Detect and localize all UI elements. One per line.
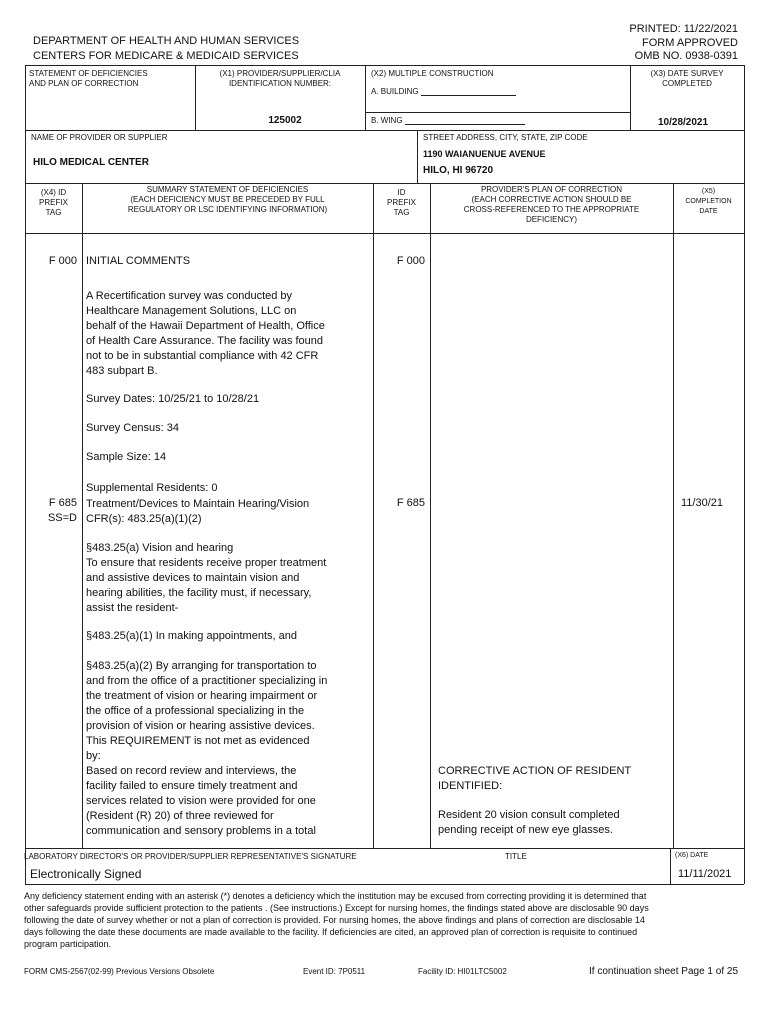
x3-value: 10/28/2021 (658, 117, 709, 128)
body-line: INITIAL COMMENTS (86, 255, 191, 267)
department-line-1: DEPARTMENT OF HEALTH AND HUMAN SERVICES (33, 35, 300, 47)
id-header: ID PREFIX TAG (387, 188, 416, 217)
form-approved: FORM APPROVED (642, 37, 738, 49)
body-line: A Recertification survey was conducted by (86, 290, 293, 302)
body-line: Treatment/Devices to Maintain Hearing/Vision (86, 498, 310, 510)
address-line-2: HILO, HI 96720 (423, 165, 494, 176)
body-line: hearing abilities, the facility must, if necessary, (86, 587, 312, 599)
body-line: provision of vision or hearing assistive devices. (86, 720, 315, 732)
page-number: If continuation sheet Page 1 of 25 (589, 966, 738, 977)
provider-name: HILO MEDICAL CENTER (33, 157, 149, 168)
body-line: the treatment of vision or hearing impairment or (86, 690, 318, 702)
body-line: of Health Care Assurance. The facility was found (86, 335, 324, 347)
body-line: Healthcare Management Solutions, LLC on (86, 305, 297, 317)
tag-f000-left: F 000 (48, 255, 77, 267)
event-id: Event ID: 7P0511 (303, 967, 366, 976)
body-line: services related to vision were provided for one (86, 795, 316, 807)
tag-f000-right: F 000 (396, 255, 425, 267)
rule-wing-top (365, 112, 630, 113)
rule-provider-bottom (25, 183, 744, 184)
body-line: and assistive devices to maintain vision and (86, 572, 300, 584)
omb-number: OMB NO. 0938-0391 (634, 50, 738, 62)
scope-severity: SS=D (47, 512, 77, 524)
footnote: Any deficiency statement ending with an asterisk (*) denotes a deficiency which the institution may be excused from correcting providing it is determined that other safeguards provide sufficient protection to the patients . (See instructions.) Except for nursing homes, the findings stated above are disclosable 90 days following the date of survey whether or not a plan of correction is provided. For nursing homes, the above findings and plans of correction are disclosable 14 days following the date these documents are made available to the facility. If deficiencies are cited, an approved plan of correction is requisite to continued program participation. (24, 891, 649, 949)
body-line: 483 subpart B. (86, 365, 158, 377)
rule-col-plan-left (430, 183, 431, 848)
body-line: assist the resident- (86, 602, 179, 614)
address-label: STREET ADDRESS, CITY, STATE, ZIP CODE (423, 133, 588, 142)
rule-signature-bottom (25, 884, 744, 885)
x4-header: (X4) ID PREFIX TAG (39, 188, 68, 217)
body-line: the office of a professional specializing in the (86, 705, 305, 717)
body-line: Supplemental Residents: 0 (86, 482, 218, 494)
x3-label: (X3) DATE SURVEY COMPLETED (650, 69, 724, 88)
rule-address-left (417, 130, 418, 183)
rule-sig-date-left (670, 848, 671, 884)
x5-header: (X5) COMPLETION DATE (685, 188, 732, 215)
x2-label: (X2) MULTIPLE CONSTRUCTION (371, 69, 494, 78)
statement-label: STATEMENT OF DEFICIENCIES AND PLAN OF CORRECTION (29, 69, 148, 88)
date-label: (X6) DATE (675, 852, 709, 859)
body-line: To ensure that residents receive proper treatment (86, 557, 327, 569)
body-line: Sample Size: 14 (86, 451, 167, 463)
body-line: not to be in substantial compliance with 42 CFR (86, 350, 319, 362)
rule-top (25, 65, 744, 66)
wing-blank (405, 115, 525, 125)
body-line: facility failed to ensure timely treatment and (86, 780, 298, 792)
rule-col-x5-left (673, 183, 674, 848)
tag-f685-left: F 685 (48, 497, 77, 509)
title-label: TITLE (505, 852, 527, 861)
signature-label: LABORATORY DIRECTOR'S OR PROVIDER/SUPPLIER REPRESENTATIVE'S SIGNATURE (24, 852, 357, 861)
body-line: and from the office of a practitioner specializing in (86, 675, 328, 687)
rule-table-bottom (25, 848, 744, 849)
body-line: behalf of the Hawaii Department of Health, Office (86, 320, 325, 332)
x1-label: (X1) PROVIDER/SUPPLIER/CLIA IDENTIFICATION NUMBER: (219, 69, 341, 88)
rule-col-id-left (373, 183, 374, 848)
provider-name-label: NAME OF PROVIDER OR SUPPLIER (31, 133, 168, 142)
body-line: This REQUIREMENT is not met as evidenced (86, 735, 310, 747)
address-line-1: 1190 WAIANUENUE AVENUE (423, 149, 546, 159)
plan-line: pending receipt of new eye glasses. (438, 824, 613, 836)
body-line: Survey Dates: 10/25/21 to 10/28/21 (86, 393, 260, 405)
body-line: §483.25(a)(1) In making appointments, and (86, 630, 297, 642)
rule-columns-bottom (25, 233, 744, 234)
signature-date: 11/11/2021 (678, 868, 732, 880)
body-line: §483.25(a)(2) By arranging for transportation to (86, 660, 317, 672)
facility-id: Facility ID: HI01LTC5002 (418, 967, 507, 976)
body-line: communication and sensory problems in a total (86, 825, 316, 837)
printed-date: PRINTED: 11/22/2021 (629, 23, 738, 35)
tag-f685-right: F 685 (396, 497, 425, 509)
body-line: §483.25(a) Vision and hearing (86, 542, 234, 554)
body-line: Survey Census: 34 (86, 422, 179, 434)
x1-value: 125002 (268, 115, 302, 126)
rule-id-bottom (25, 130, 744, 131)
signature-value: Electronically Signed (30, 867, 142, 881)
plan-line: IDENTIFIED: (438, 780, 503, 792)
rule-right (744, 65, 745, 884)
body-line: CFR(s): 483.25(a)(1)(2) (86, 513, 202, 525)
body-line: Based on record review and interviews, the (86, 765, 297, 777)
summary-header: SUMMARY STATEMENT OF DEFICIENCIES (EACH DEFICIENCY MUST BE PRECEDED BY FULL REGULATORY OR LSC IDENTIFYING INFORMATION) (127, 185, 328, 214)
form-id: FORM CMS-2567(02-99) Previous Versions Obsolete (24, 967, 215, 976)
plan-header: PROVIDER'S PLAN OF CORRECTION (EACH CORRECTIVE ACTION SHOULD BE CROSS-REFERENCED TO THE APPROPRIATE DEFICIENCY) (463, 185, 640, 224)
wing-label: B. WING (371, 115, 525, 125)
building-blank (421, 86, 516, 96)
body-line: (Resident (R) 20) of three reviewed for (86, 810, 274, 822)
department-line-2: CENTERS FOR MEDICARE & MEDICAID SERVICES (33, 50, 299, 62)
body-line: by: (86, 750, 101, 762)
rule-col-x4 (82, 183, 83, 848)
plan-line: CORRECTIVE ACTION OF RESIDENT (438, 765, 632, 777)
plan-line: Resident 20 vision consult completed (438, 809, 620, 821)
completion-date: 11/30/21 (680, 497, 723, 509)
building-label: A. BUILDING (371, 86, 516, 96)
